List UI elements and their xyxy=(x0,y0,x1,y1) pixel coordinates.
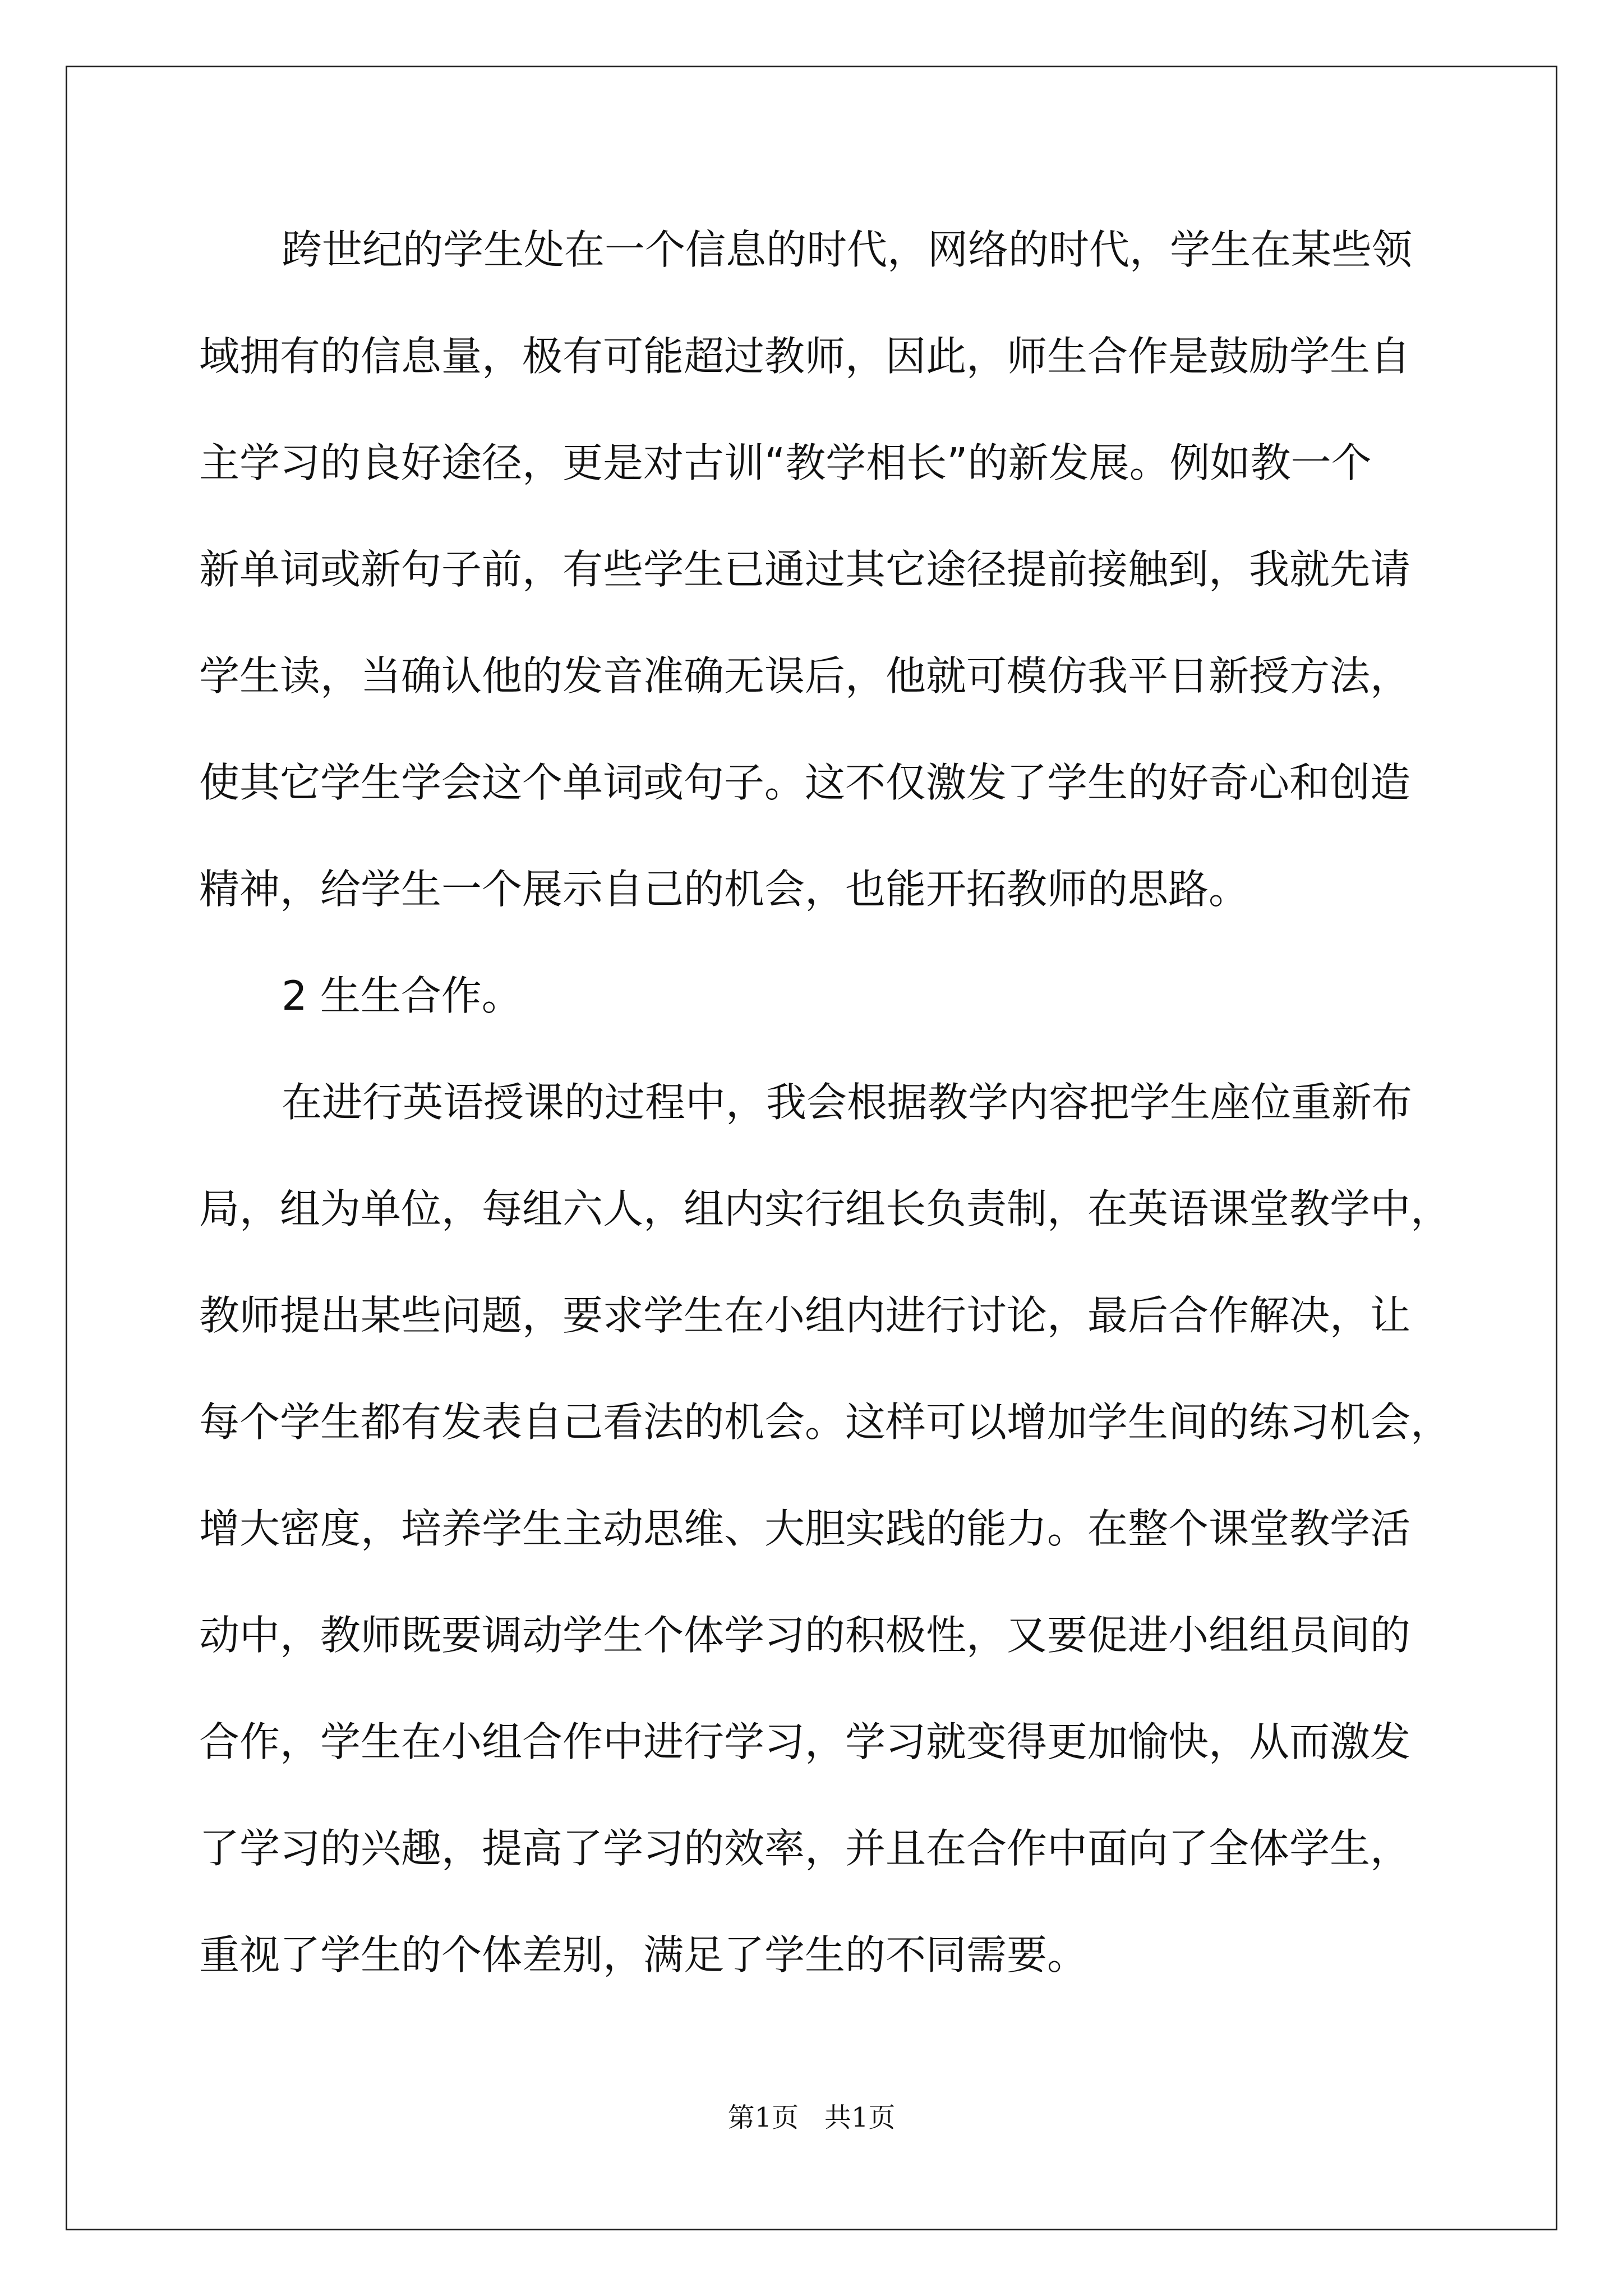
body-text-line: 增大密度，培养学生主动思维、大胆实践的能力。在整个课堂教学活 xyxy=(199,1505,1411,1552)
body-text-line: 动中，教师既要调动学生个体学习的积极性，又要促进小组组员间的 xyxy=(199,1612,1411,1659)
body-text-line: 使其它学生学会这个单词或句子。这不仅激发了学生的好奇心和创造 xyxy=(199,759,1411,806)
body-text-line: 合作，学生在小组合作中进行学习，学习就变得更加愉快，从而激发 xyxy=(199,1718,1411,1765)
body-text-line: 新单词或新句子前，有些学生已通过其它途径提前接触到，我就先请 xyxy=(199,546,1411,593)
page-border xyxy=(66,66,1557,2230)
body-text-line: 学生读，当确认他的发音准确无误后，他就可模仿我平日新授方法， xyxy=(199,652,1411,700)
body-text-line: 了学习的兴趣，提高了学习的效率，并且在合作中面向了全体学生， xyxy=(199,1825,1411,1872)
section-heading: 2 生生合作。 xyxy=(282,972,522,1019)
body-text-line: 域拥有的信息量，极有可能超过教师，因此，师生合作是鼓励学生自 xyxy=(199,333,1411,380)
body-text-line: 在进行英语授课的过程中，我会根据教学内容把学生座位重新布 xyxy=(282,1079,1413,1126)
body-text-line: 重视了学生的个体差别，满足了学生的不同需要。 xyxy=(199,1931,1088,1978)
page-number-footer: 第1页 共1页 xyxy=(727,2102,896,2133)
body-text-line: 跨世纪的学生处在一个信息的时代，网络的时代，学生在某些领 xyxy=(282,226,1413,273)
body-text-line: 主学习的良好途径，更是对古训“教学相长”的新发展。例如教一个 xyxy=(199,439,1372,486)
body-text-line: 精神，给学生一个展示自己的机会，也能开拓教师的思路。 xyxy=(199,866,1249,913)
body-text-line: 局，组为单位，每组六人，组内实行组长负责制，在英语课堂教学中， xyxy=(199,1185,1451,1232)
body-text-line: 每个学生都有发表自己看法的机会。这样可以增加学生间的练习机会， xyxy=(199,1398,1451,1446)
body-text-line: 教师提出某些问题，要求学生在小组内进行讨论，最后合作解决，让 xyxy=(199,1292,1411,1339)
